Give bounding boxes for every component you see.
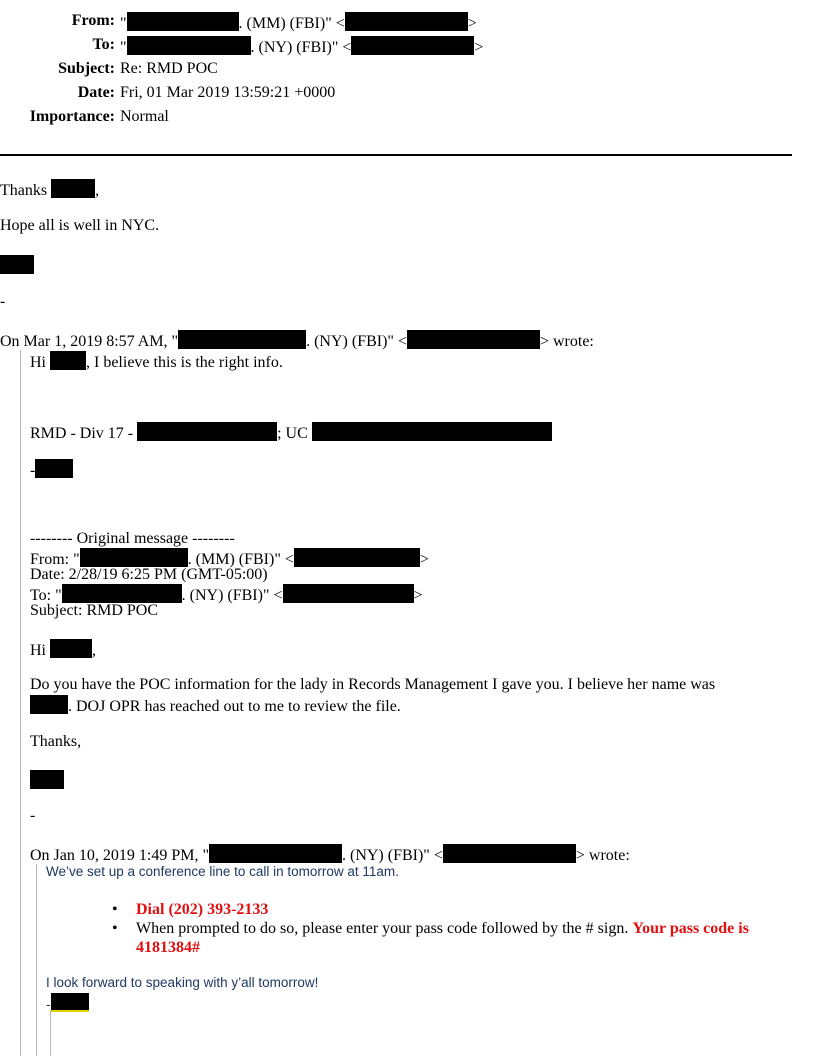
redaction-box (35, 459, 73, 478)
redaction-box (50, 351, 86, 370)
quote1-greeting: Hi , I believe this is the right info. (30, 351, 283, 372)
from-value: " . (MM) (FBI)" < > (120, 12, 477, 33)
quote1-attribution: On Mar 1, 2019 8:57 AM, " . (NY) (FBI)" < > wrote: (0, 330, 594, 351)
passcode-instruction: When prompted to do so, please enter your pass code followed by the # sign. Your pass code is (136, 920, 749, 937)
original-date: Date: 2/28/19 6:25 PM (GMT-05:00) (30, 566, 268, 583)
quote2-signature: - (46, 993, 89, 1014)
quote2-attribution: On Jan 10, 2019 1:49 PM, " . (NY) (FBI)" < > wrote: (30, 844, 630, 865)
redaction-box (294, 548, 420, 567)
redaction-box (30, 695, 68, 714)
reply-greeting: Thanks , (0, 179, 99, 200)
dial-number: Dial (202) 393-2133 (136, 901, 269, 918)
redaction-box (0, 255, 34, 274)
to-value: " . (NY) (FBI)" < > (120, 36, 483, 57)
redaction-box (407, 330, 540, 349)
redaction-box (209, 844, 342, 863)
redaction-box (312, 422, 552, 441)
reply-dash: - (0, 293, 6, 310)
subject-label: Subject: (58, 60, 115, 77)
redaction-box (443, 844, 576, 863)
quote-bar (20, 350, 21, 1056)
redaction-box (178, 330, 306, 349)
redaction-box (30, 770, 64, 789)
from-label: From: (71, 12, 115, 29)
original-greeting: Hi , (30, 639, 96, 660)
importance-label: Importance: (29, 108, 115, 125)
subject-value: Re: RMD POC (120, 60, 218, 77)
original-signature (30, 770, 64, 791)
to-label: To: (92, 36, 115, 53)
quote-bar (50, 1010, 51, 1056)
redaction-box (127, 12, 239, 31)
header-divider (0, 154, 792, 156)
original-thanks: Thanks, (30, 733, 82, 750)
original-body-line2: . DOJ OPR has reached out to me to review the file. (30, 695, 401, 716)
redaction-box (51, 993, 89, 1012)
date-label: Date: (77, 84, 115, 101)
redaction-box (345, 12, 468, 31)
redaction-box (50, 639, 92, 658)
redaction-box (51, 179, 95, 198)
date-value: Fri, 01 Mar 2019 13:59:21 +0000 (120, 84, 336, 101)
quote1-rmd-line: RMD - Div 17 - ; UC (30, 422, 552, 443)
quote2-closing: I look forward to speaking with y’all tomorrow! (46, 975, 319, 990)
reply-body: Hope all is well in NYC. (0, 217, 160, 234)
redaction-box (80, 548, 188, 567)
redaction-box (62, 584, 182, 603)
redaction-box (283, 584, 414, 603)
original-dash: - (30, 807, 36, 824)
redaction-box (137, 422, 277, 441)
redaction-box (127, 36, 251, 55)
original-from: From: " . (MM) (FBI)" < > (30, 548, 429, 569)
quote2-setup: We’ve set up a conference line to call in tomorrow at 11am. (46, 864, 399, 879)
bullet-icon: • (112, 901, 118, 918)
bullet-icon: • (112, 920, 118, 937)
passcode-value: 4181384# (136, 939, 200, 956)
quote1-signature: - (30, 459, 73, 480)
original-subject: Subject: RMD POC (30, 602, 159, 619)
quote-bar (36, 864, 37, 1056)
original-to: To: " . (NY) (FBI)" < > (30, 584, 423, 605)
signature-redaction (0, 255, 34, 276)
original-body-line1: Do you have the POC information for the lady in Records Management I gave you. I believe her name was (30, 676, 716, 693)
redaction-box (351, 36, 474, 55)
original-separator: -------- Original message -------- (30, 530, 235, 547)
importance-value: Normal (120, 108, 169, 125)
